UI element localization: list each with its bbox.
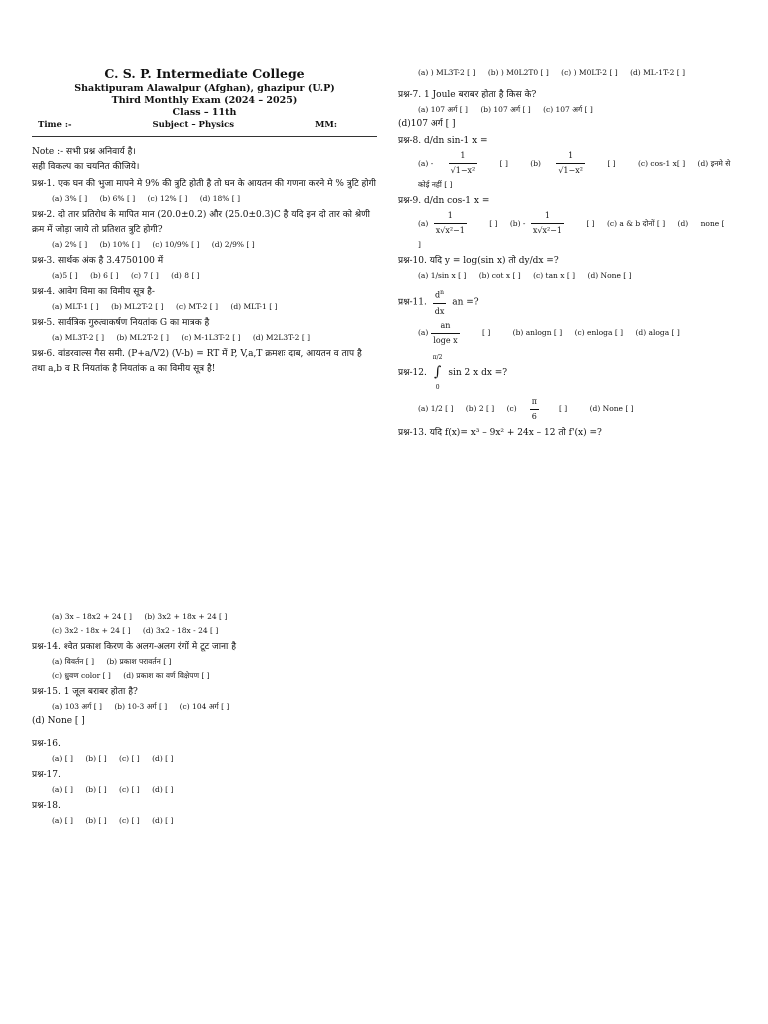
option-a: (a) $\frac{an}{\text{loge x}}$ [ ] xyxy=(418,320,491,345)
option-c: (c) M-1L3T-2 [ ] xyxy=(181,333,241,342)
question-3: प्रश्न-3. सार्थक अंक है 3.4750100 में xyxy=(32,256,164,266)
question-1: प्रश्न-1. एक घन की भुजा मापने मे 9% की त्रुटि होती है तो घन के आयतन की गणना करने मे % त्रुटि होगी xyxy=(32,179,376,189)
question-7-option-d: (d)107 अर्ग [ ] xyxy=(398,119,456,129)
option-b: (b) [ ] xyxy=(85,754,107,763)
option-b: (b) - $\frac{1}{\text{x√x²−1}}$ [ ] xyxy=(509,211,595,235)
option-a: (a) $\frac{1}{\text{x√x²−1}}$ [ ] xyxy=(418,211,498,235)
option-c: (c) 3x2 - 18x + 24 [ ] xyxy=(52,626,131,635)
option-d: (d) aloga [ ] xyxy=(635,328,680,338)
question-17-options xyxy=(32,783,377,797)
left-column xyxy=(32,66,377,377)
college-address: Shaktipuram Alawalpur (Afghan), ghazipur (U.P) xyxy=(74,83,335,94)
option-d: (d) 8 [ ] xyxy=(171,271,200,280)
option-c: (c) $\frac{\pi}{6}$ [ ] xyxy=(506,396,568,421)
option-a: (a) 2% [ ] xyxy=(52,240,88,249)
option-b: (b) 6 [ ] xyxy=(90,271,119,280)
option-d: (d) [ ] xyxy=(152,754,174,763)
option-c: (c) cos-1 x[ ] xyxy=(637,158,686,168)
option-a: (a) ) ML3T-2 [ ] xyxy=(418,68,476,77)
option-b: (b) 107 अर्ग [ ] xyxy=(480,105,531,114)
option-c: (c) 7 [ ] xyxy=(130,271,159,280)
option-b: (b) cot x [ ] xyxy=(478,271,521,280)
option-c: (c) 10/9% [ ] xyxy=(152,240,200,249)
right-column xyxy=(398,66,738,441)
option-d: (d) MLT-1 [ ] xyxy=(230,302,278,311)
question-11: प्रश्न-11. $\frac{d^n}{dx}$ an =? xyxy=(398,285,738,319)
option-c: (c) enloga [ ] xyxy=(574,328,624,338)
option-a: (a) ML3T-2 [ ] xyxy=(52,333,105,342)
option-d: (d) None [ ] xyxy=(589,404,634,414)
max-marks-label: MM: xyxy=(315,120,337,130)
exam-title: Third Monthly Exam (2024 – 2025) xyxy=(111,95,298,106)
option-c: (c) 107 अर्ग [ ] xyxy=(543,105,593,114)
question-6-options xyxy=(398,66,738,80)
question-16-options xyxy=(32,752,377,766)
question-6: प्रश्न-6. वांडरवाल्स गैस समी. (P+a/V2) (V-b) = RT में P, V,a,T क्रमशः दाब, आयतन व ताप है तथा a,b व R नियतांक है नियतांक a का विमीय सूत्र है! xyxy=(32,349,362,374)
question-8-options xyxy=(398,149,738,192)
header-meta-row xyxy=(32,120,377,130)
time-label: Time :- xyxy=(38,120,72,130)
option-d: (d) 18% [ ] xyxy=(199,194,241,203)
question-18-options xyxy=(32,814,377,828)
option-c: (c) [ ] xyxy=(119,785,140,794)
college-name: C. S. P. Intermediate College xyxy=(104,66,305,81)
option-d: (d) [ ] xyxy=(152,816,174,825)
question-4: प्रश्न-4. आवेग विमा का विमीय सूत्र है- xyxy=(32,287,155,297)
question-16: प्रश्न-16. xyxy=(32,739,61,749)
option-a: (a)5 [ ] xyxy=(52,271,78,280)
question-11-options xyxy=(398,319,738,348)
option-b: (b) [ ] xyxy=(85,785,107,794)
option-c: (c) 12% [ ] xyxy=(147,194,188,203)
option-b: (b) 2 [ ] xyxy=(465,404,495,414)
question-14-options-row-1 xyxy=(32,655,377,669)
option-b: (b) [ ] xyxy=(85,816,107,825)
option-a: (a) 1/sin x [ ] xyxy=(418,271,467,280)
question-3-options xyxy=(32,269,377,283)
option-d: (d) 3x2 - 18x - 24 [ ] xyxy=(142,626,219,635)
question-7: प्रश्न-7. 1 Joule बराबर होता है किस के? xyxy=(398,90,537,100)
option-d: (d) 2/9% [ ] xyxy=(211,240,255,249)
option-d: (d) ML-1T-2 [ ] xyxy=(630,68,686,77)
question-2: प्रश्न-2. दो तार प्रतिरोध के मापित मान (20.0±0.2) और (25.0±0.3)C है यदि इन दो तार को श्रेणी क्रम में जोड़ा जाये तो प्रतिशत त्रुटि होगी? xyxy=(32,210,371,235)
question-8: प्रश्न-8. d/dn sin-1 x = xyxy=(398,136,488,146)
question-7-options xyxy=(398,103,738,117)
option-a: (a) [ ] xyxy=(52,816,73,825)
option-d: (d) M2L3T-2 [ ] xyxy=(252,333,311,342)
paper-header xyxy=(32,66,377,118)
option-a: (a) 3x – 18x2 + 24 [ ] xyxy=(52,612,132,621)
option-b: (b) $\frac{1}{\text{√1−x²}}$ [ ] xyxy=(530,151,616,175)
question-13-options-row-2 xyxy=(32,624,377,638)
question-15: प्रश्न-15. 1 जूल बराबर होता है? xyxy=(32,687,138,697)
question-18: प्रश्न-18. xyxy=(32,801,61,811)
question-5: प्रश्न-5. सार्वत्रिक गुरुत्वाकर्षण नियतांक G का मात्रक है xyxy=(32,318,210,328)
option-a: (a) विवर्तन [ ] xyxy=(52,657,95,666)
question-2-options xyxy=(32,238,377,252)
option-b: (b) anlogn [ ] xyxy=(512,328,563,338)
question-17: प्रश्न-17. xyxy=(32,770,61,780)
question-13: प्रश्न-13. यदि f(x)= x³ – 9x² + 24x – 12 तो f'(x) =? xyxy=(398,427,602,438)
option-c: (c) [ ] xyxy=(119,754,140,763)
question-12: प्रश्न-12. π/2 ∫ 0 sin 2 x dx =? xyxy=(398,353,508,391)
option-a: (a) 107 अर्ग [ ] xyxy=(418,105,468,114)
option-b: (b) 3x2 + 18x + 24 [ ] xyxy=(144,612,228,621)
option-d: (d) प्रकाश का वर्ण विक्षेपण [ ] xyxy=(123,671,210,680)
question-5-options xyxy=(32,331,377,345)
question-14-options-row-2 xyxy=(32,669,377,683)
option-c: (c) 104 अर्ग [ ] xyxy=(179,702,230,711)
option-a: (a) MLT-1 [ ] xyxy=(52,302,99,311)
option-a: (a) 3% [ ] xyxy=(52,194,88,203)
option-a: (a) 1/2 [ ] xyxy=(418,404,454,414)
option-d: (d) [ ] xyxy=(152,785,174,794)
question-14: प्रश्न-14. श्वेत प्रकाश किरण के अलग-अलग रंगों मे टूट जाना है xyxy=(32,642,237,652)
class-label: Class – 11th xyxy=(172,107,237,118)
question-9-options xyxy=(398,209,738,252)
question-9: प्रश्न-9. d/dn cos-1 x = xyxy=(398,196,490,206)
option-a: (a) - $\frac{1}{\text{√1−x²}}$ [ ] xyxy=(418,151,508,175)
bottom-section xyxy=(32,610,377,828)
option-a: (a) [ ] xyxy=(52,785,73,794)
option-b: (b) ML2T-2 [ ] xyxy=(116,333,169,342)
option-c: (c) [ ] xyxy=(119,816,140,825)
option-b: (b) प्रकाश परावर्तन [ ] xyxy=(106,657,172,666)
option-b: (b) 10-3 अर्ग [ ] xyxy=(114,702,168,711)
option-c: (c) MT-2 [ ] xyxy=(175,302,219,311)
option-d: (d) इनमे से कोई नहीं [ ] xyxy=(418,158,731,189)
question-4-options xyxy=(32,300,377,314)
question-10-options xyxy=(398,269,738,283)
option-d: (d) none [ ] xyxy=(418,218,725,249)
question-10: प्रश्न-10. यदि y = log(sin x) तो dy/dx =? xyxy=(398,256,559,266)
option-b: (b) ) M0L2T0 [ ] xyxy=(487,68,549,77)
question-1-options xyxy=(32,192,377,206)
option-c: (c) ध्रुवण color [ ] xyxy=(52,671,111,680)
option-b: (b) 10% [ ] xyxy=(99,240,140,249)
option-c: (c) a & b दोनों [ ] xyxy=(606,218,666,228)
question-12-options xyxy=(398,395,738,424)
option-a: (a) [ ] xyxy=(52,754,73,763)
option-b: (b) 6% [ ] xyxy=(99,194,136,203)
note-line: Note :- सभी प्रश्न अनिवार्य है। xyxy=(32,147,136,157)
option-c: (c) ) M0LT-2 [ ] xyxy=(561,68,618,77)
subject-label: Subject – Physics xyxy=(152,120,235,130)
question-15-options xyxy=(32,700,377,714)
option-d: (d) None [ ] xyxy=(587,271,632,280)
header-divider xyxy=(32,136,377,137)
option-c: (c) tan x [ ] xyxy=(533,271,576,280)
question-13-options-row-1 xyxy=(32,610,377,624)
instruction-line: सही विकल्प का चयनित कीजिये। xyxy=(32,162,140,172)
option-a: (a) 103 अर्ग [ ] xyxy=(52,702,102,711)
question-15-option-d: (d) None [ ] xyxy=(32,716,85,726)
option-b: (b) ML2T-2 [ ] xyxy=(111,302,164,311)
